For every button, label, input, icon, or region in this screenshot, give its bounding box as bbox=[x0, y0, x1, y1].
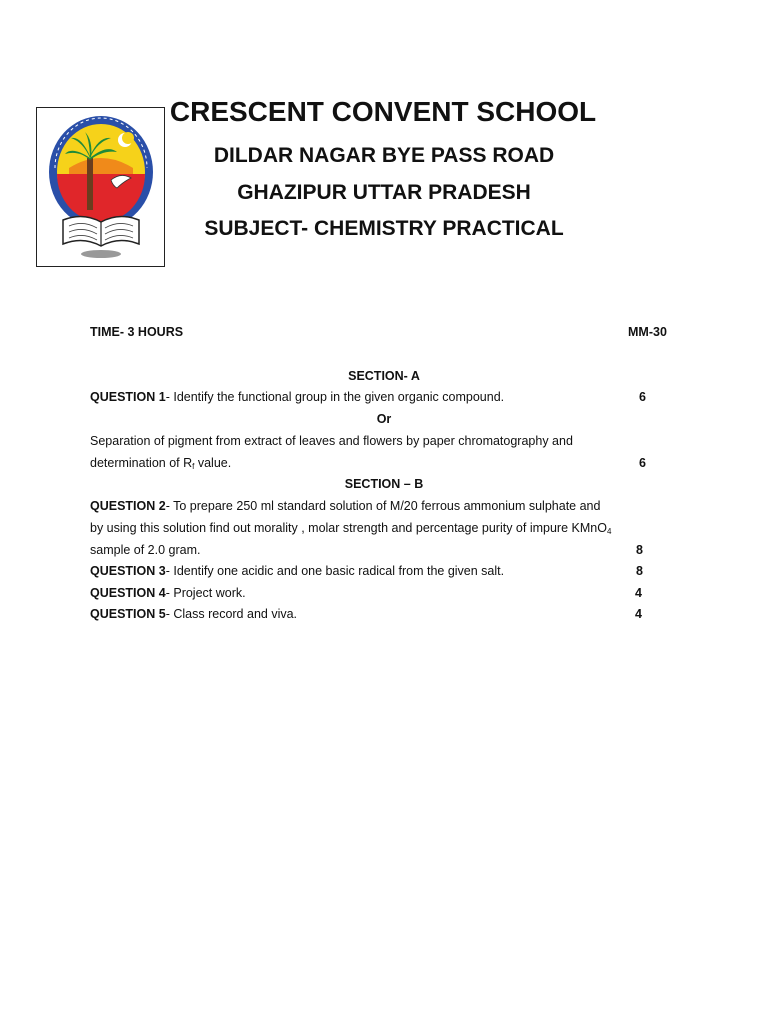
question-3-text: - Identify one acidic and one basic radical from the given salt. bbox=[165, 564, 505, 578]
question-1-marks: 6 bbox=[639, 390, 646, 404]
alt-question-line-1: Separation of pigment from extract of leaves and flowers by paper chromatography and bbox=[90, 434, 573, 448]
alt-line-2-post: value. bbox=[194, 456, 232, 470]
question-1 bbox=[90, 389, 690, 405]
question-2-line-2 bbox=[90, 520, 690, 540]
or-separator: Or bbox=[376, 412, 392, 426]
alt-question-marks: 6 bbox=[639, 456, 646, 470]
address-line-1: DILDAR NAGAR BYE PASS ROAD bbox=[213, 144, 555, 167]
question-4-text: - Project work. bbox=[165, 586, 246, 600]
school-name: CRESCENT CONVENT SCHOOL bbox=[169, 96, 597, 127]
rf-subscript: f bbox=[192, 462, 195, 471]
question-1-label: QUESTION 1 bbox=[90, 390, 166, 404]
question-2-text-1: - To prepare 250 ml standard solution of M/20 ferrous ammonium sulphate and bbox=[165, 499, 601, 513]
question-2-line-1 bbox=[90, 498, 690, 514]
question-5-text: - Class record and viva. bbox=[165, 607, 298, 621]
question-4-label: QUESTION 4 bbox=[90, 586, 166, 600]
question-3 bbox=[90, 563, 690, 579]
question-5-label: QUESTION 5 bbox=[90, 607, 166, 621]
question-3-label: QUESTION 3 bbox=[90, 564, 166, 578]
exam-time: TIME- 3 HOURS bbox=[90, 325, 184, 339]
question-5 bbox=[90, 606, 690, 622]
question-3-marks: 8 bbox=[636, 564, 643, 578]
question-4 bbox=[90, 585, 690, 601]
question-2-line-3: sample of 2.0 gram. bbox=[90, 543, 201, 557]
question-5-marks: 4 bbox=[635, 607, 642, 621]
address-line-2: GHAZIPUR UTTAR PRADESH bbox=[237, 181, 531, 204]
section-b-heading: SECTION – B bbox=[344, 477, 424, 491]
question-4-marks: 4 bbox=[635, 586, 642, 600]
question-2-text-2: by using this solution find out morality , molar strength and percentage purity of impure KMnO bbox=[90, 521, 607, 535]
question-1-text: - Identify the functional group in the given organic compound. bbox=[165, 390, 505, 404]
question-2-label: QUESTION 2 bbox=[90, 499, 166, 513]
max-marks: MM-30 bbox=[628, 325, 667, 339]
school-logo bbox=[36, 107, 165, 267]
kmno4-subscript: 4 bbox=[606, 527, 612, 536]
alt-line-2-pre: determination of R bbox=[90, 456, 193, 470]
alt-question-line-2 bbox=[90, 455, 690, 475]
section-a-heading: SECTION- A bbox=[348, 369, 420, 383]
subject-title: SUBJECT- CHEMISTRY PRACTICAL bbox=[204, 217, 564, 240]
school-crest-logo-icon bbox=[37, 108, 164, 266]
question-2-marks: 8 bbox=[636, 543, 643, 557]
